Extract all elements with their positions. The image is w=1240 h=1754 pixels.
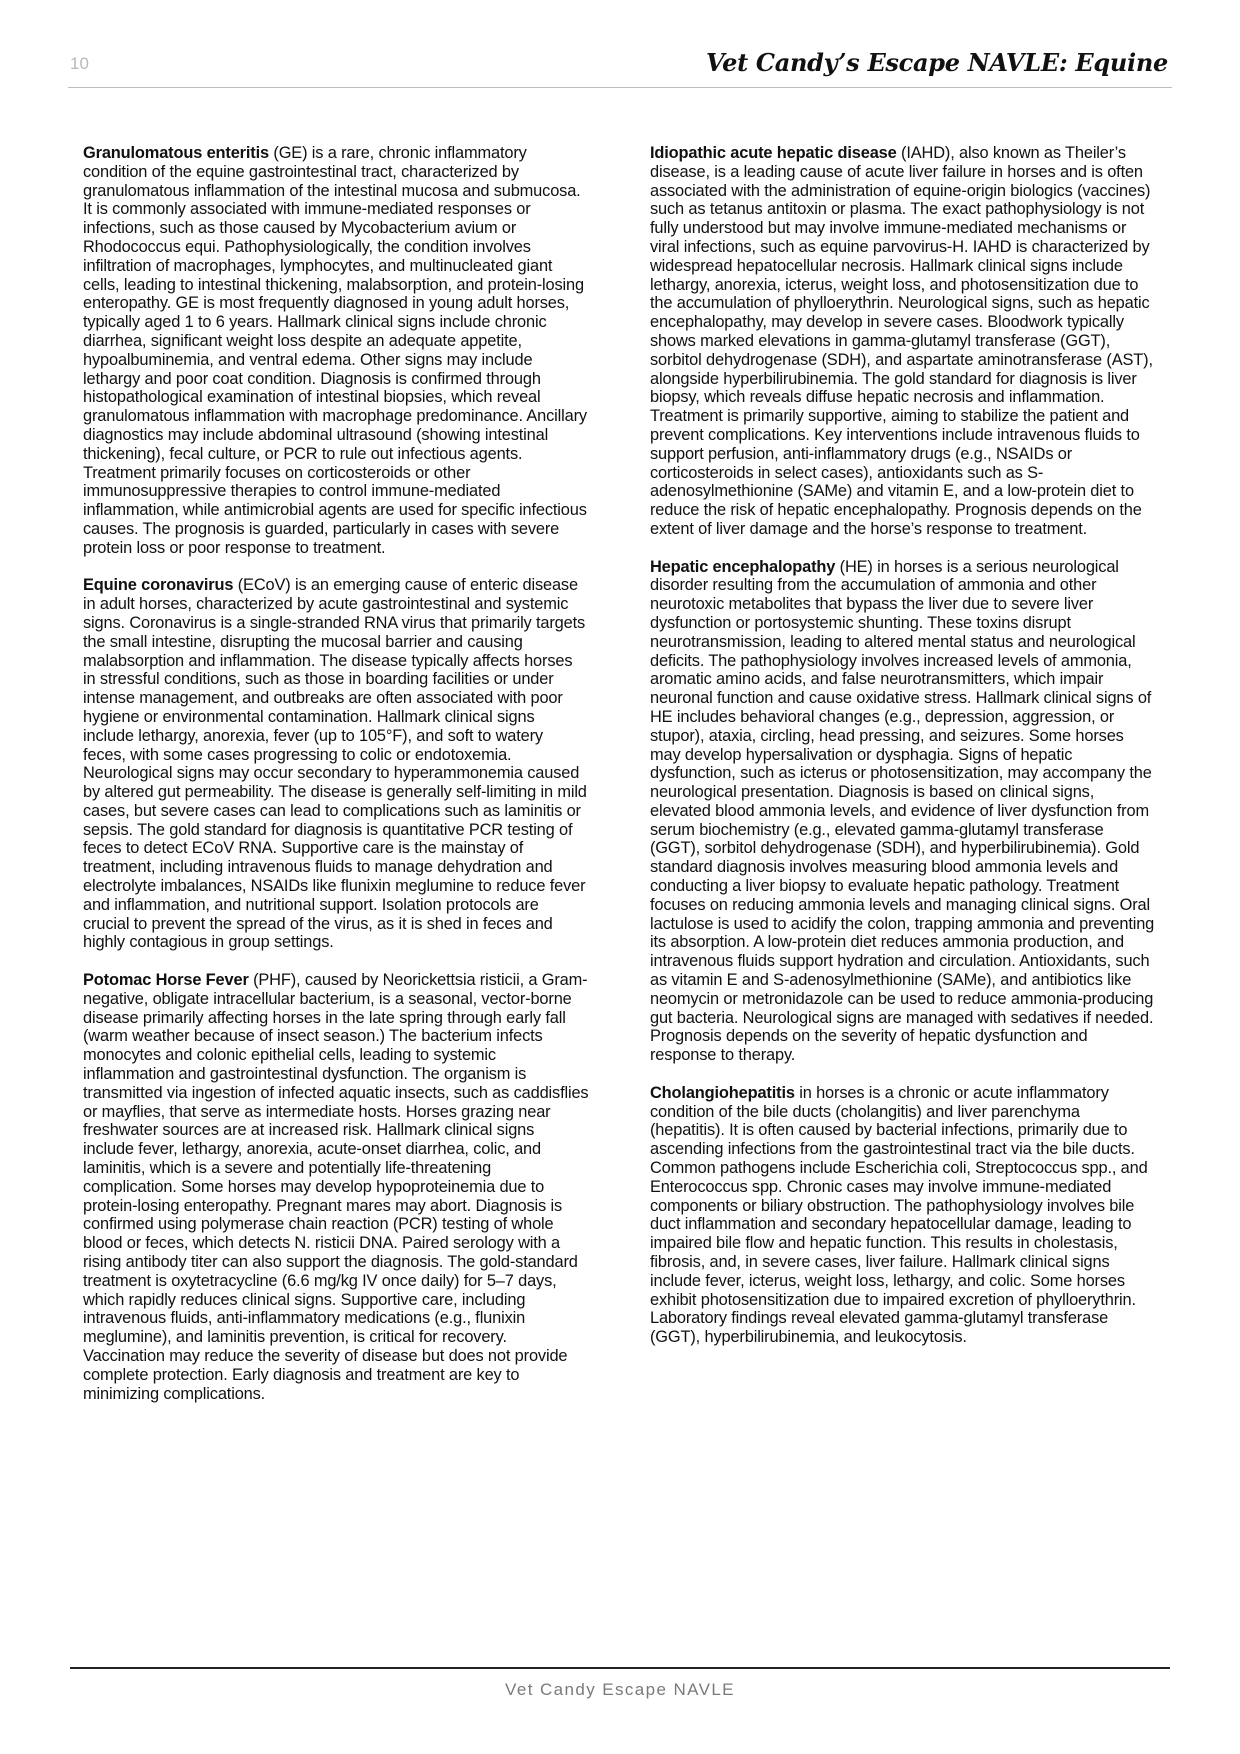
paragraph-body: (GE) is a rare, chronic inflammatory condition of the equine gastrointestinal tract, characterized by granulomatous inflammation of the intestinal mucosa and submucosa. It is commonly associated with immune-mediated responses or infections, such as those caused by Mycobacterium avium or Rhodococcus equi. Pathophysiologically, the condition involves infiltration of macrophages, lymphocytes, and multinucleated giant cells, leading to intestinal thickening, malabsorption, and protein-losing enteropathy. GE is most frequently diagnosed in young adult horses, typically aged 1 to 6 years. Hallmark clinical signs include chronic diarrhea, significant weight loss despite an adequate appetite, hypoalbuminemia, and ventral edema. Other signs may include lethargy and poor coat condition. Diagnosis is confirmed through histopathological examination of intestinal biopsies, which reveal granulomatous inflammation with macrophage predominance. Ancillary diagnostics may include abdominal ultrasound (showing intestinal thickening), fecal culture, or PCR to rule out infectious agents. Treatment primarily focuses on corticosteroids or other immunosuppressive therapies to control immune-mediated inflammation, while antimicrobial agents are used for specific infectious causes. The prognosis is guarded, particularly in cases with severe protein loss or poor response to treatment. — [83, 144, 587, 557]
header-divider — [68, 87, 1172, 88]
term-heading: Equine coronavirus — [83, 576, 234, 595]
right-column — [650, 144, 1156, 1366]
paragraph-body: (HE) in horses is a serious neurological disorder resulting from the accumulation of ammonia and other neurotoxic metabolites that bypass the liver due to severe liver dysfunction or portosystemic shunting. These toxins disrupt neurotransmission, leading to altered mental status and neurological deficits. The pathophysiology involves increased levels of ammonia, aromatic amino acids, and false neurotransmitters, which impair neuronal function and cause oxidative stress. Hallmark clinical signs of HE includes behavioral changes (e.g., depression, aggression, or stupor), ataxia, circling, head pressing, and seizures. Some horses may develop hypersalivation or dysphagia. Signs of hepatic dysfunction, such as icterus or photosensitization, may accompany the neurological presentation. Diagnosis is based on clinical signs, elevated blood ammonia levels, and evidence of liver dysfunction from serum biochemistry (e.g., elevated gamma-glutamyl transferase (GGT), sorbitol dehydrogenase (SDH), and hyperbilirubinemia). Gold standard diagnosis involves measuring blood ammonia levels and conducting a liver biopsy to evaluate hepatic pathology. Treatment focuses on reducing ammonia levels and managing clinical signs. Oral lactulose is used to acidify the colon, trapping ammonia and preventing its absorption. A low-protein diet reduces ammonia production, and intravenous fluids support hydration and circulation. Antioxidants, such as vitamin E and S-adenosylmethionine (SAMe), and antibiotics like neomycin or metronidazole can be used to reduce ammonia-producing gut bacteria. Neurological signs are managed with sedatives if needed. Prognosis depends on the severity of hepatic dysfunction and response to therapy. — [650, 557, 1155, 1065]
paragraph-body: (ECoV) is an emerging cause of enteric disease in adult horses, characterized by acute gastrointestinal and systemic signs. Coronavirus is a single-stranded RNA virus that primarily targets the small intestine, disrupting the mucosal barrier and causing malabsorption and inflammation. The disease typically affects horses in stressful conditions, such as those in boarding facilities or under intense management, and outbreaks are often associated with poor hygiene or environmental contamination. Hallmark clinical signs include lethargy, anorexia, fever (up to 105°F), and soft to watery feces, with some cases progressing to colic or endotoxemia. Neurological signs may occur secondary to hyperammonemia caused by altered gut permeability. The disease is generally self-limiting in mild cases, but severe cases can lead to complications such as laminitis or sepsis. The gold standard for diagnosis is quantitative PCR testing of feces to detect ECoV RNA. Supportive care is the mainstay of treatment, including intravenous fluids to manage dehydration and electrolyte imbalances, NSAIDs like flunixin meglumine to reduce fever and inflammation, and nutritional support. Isolation protocols are crucial to prevent the spread of the virus, as it is shed in feces and highly contagious in group settings. — [83, 576, 587, 952]
footer-text: Vet Candy Escape NAVLE — [505, 1680, 735, 1699]
paragraph-potomac-horse-fever — [83, 971, 589, 1403]
paragraph-idiopathic-acute-hepatic-disease — [650, 144, 1156, 539]
term-heading: Hepatic encephalopathy — [650, 557, 836, 576]
paragraph-body: (IAHD), also known as Theiler’s disease, is a leading cause of acute liver failure in horses and is often associated with the administration of equine-origin biologics (vaccines) such as tetanus antitoxin or plasma. The exact pathophysiology is not fully understood but may involve immune-mediated mechanisms or viral infections, such as equine parvovirus-H. IAHD is characterized by widespread hepatocellular necrosis. Hallmark clinical signs include lethargy, anorexia, icterus, weight loss, and photosensitization due to the accumulation of phylloerythrin. Neurological signs, such as hepatic encephalopathy, may develop in severe cases. Bloodwork typically shows marked elevations in gamma-glutamyl transferase (GGT), sorbitol dehydrogenase (SDH), and aspartate aminotransferase (AST), alongside hyperbilirubinemia. The gold standard for diagnosis is liver biopsy, which reveals diffuse hepatic necrosis and inflammation. Treatment is primarily supportive, aiming to stabilize the patient and prevent complications. Key interventions include intravenous fluids to support perfusion, anti-inflammatory drugs (e.g., NSAIDs or corticosteroids in select cases), antioxidants such as S-adenosylmethionine (SAMe) and vitamin E, and a low-protein diet to reduce the risk of hepatic encephalopathy. Prognosis depends on the extent of liver damage and the horse’s response to treatment. — [650, 144, 1153, 538]
term-heading: Cholangiohepatitis — [650, 1083, 795, 1102]
paragraph-body: in horses is a chronic or acute inflammatory condition of the bile ducts (cholangitis) and liver parenchyma (hepatitis). It is often caused by bacterial infections, primarily due to ascending infections from the gastrointestinal tract via the bile ducts. Common pathogens include Escherichia coli, Streptococcus spp., and Enterococcus spp. Chronic cases may involve immune-mediated components or biliary obstruction. The pathophysiology involves bile duct inflammation and secondary hepatocellular damage, leading to impaired bile flow and hepatic function. This results in cholestasis, fibrosis, and, in severe cases, liver failure. Hallmark clinical signs include fever, icterus, weight loss, lethargy, and colic. Some horses exhibit photosensitization due to impaired excretion of phylloerythrin. Laboratory findings reveal elevated gamma-glutamyl transferase (GGT), hyperbilirubinemia, and leukocytosis. — [650, 1083, 1148, 1347]
paragraph-hepatic-encephalopathy — [650, 558, 1156, 1066]
paragraph-cholangiohepatitis — [650, 1084, 1156, 1347]
paragraph-granulomatous-enteritis — [83, 144, 589, 558]
page-number: 10 — [70, 54, 89, 73]
paragraph-equine-coronavirus — [83, 576, 589, 952]
running-title: Vet Candy’s Escape NAVLE: Equine — [705, 48, 1168, 77]
term-heading: Granulomatous enteritis — [83, 144, 269, 162]
left-column — [83, 144, 589, 1422]
term-heading: Potomac Horse Fever — [83, 971, 249, 990]
paragraph-body: (PHF), caused by Neorickettsia risticii, a Gram-negative, obligate intracellular bacterium, is a seasonal, vector-borne disease primarily affecting horses in the late spring through early fall (warm weather because of insect season.) The bacterium infects monocytes and colonic epithelial cells, leading to systemic inflammation and gastrointestinal dysfunction. The organism is transmitted via ingestion of infected aquatic insects, such as caddisflies or mayflies, that serve as intermediate hosts. Horses grazing near freshwater sources are at increased risk. Hallmark clinical signs include fever, lethargy, anorexia, acute-onset diarrhea, colic, and laminitis, which is a severe and potentially life-threatening complication. Some horses may develop hypoproteinemia due to protein-losing enteropathy. Pregnant mares may abort. Diagnosis is confirmed using polymerase chain reaction (PCR) testing of whole blood or feces, which detects N. risticii DNA. Paired serology with a rising antibody titer can also support the diagnosis. The gold-standard treatment is oxytetracycline (6.6 mg/kg IV once daily) for 5–7 days, which rapidly reduces clinical signs. Supportive care, including intravenous fluids, anti-inflammatory medications (e.g., flunixin meglumine), and laminitis prevention, is critical for recovery. Vaccination may reduce the severity of disease but does not provide complete protection. Early diagnosis and treatment are key to minimizing complications. — [83, 971, 589, 1403]
term-heading: Idiopathic acute hepatic disease — [650, 144, 897, 162]
footer-divider — [70, 1667, 1170, 1669]
